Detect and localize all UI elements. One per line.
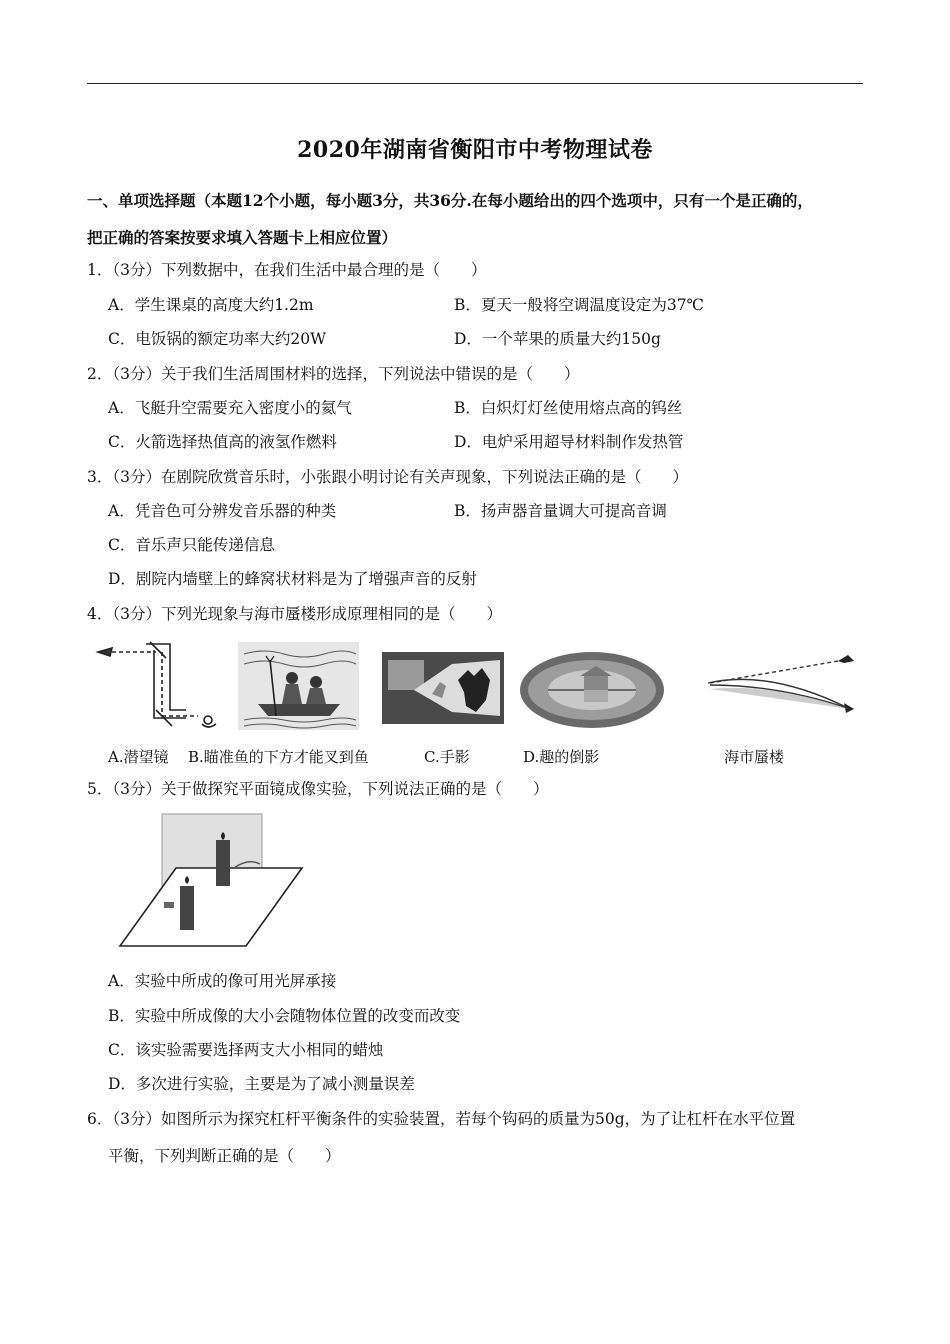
- figure-caption-b: B.瞄准鱼的下方才能叉到鱼: [188, 748, 369, 766]
- question-5-option-a: A．实验中所成的像可用光屏承接: [108, 972, 337, 990]
- question-3-option-d: D．剧院内墙壁上的蜂窝状材料是为了增强声音的反射: [108, 570, 477, 588]
- question-3-stem: 3．（3分）在剧院欣赏音乐时，小张跟小明讨论有关声现象，下列说法正确的是（ ）: [87, 468, 688, 486]
- reflection-figure: [518, 650, 666, 730]
- figure-caption-mirage: 海市蜃楼: [724, 748, 785, 766]
- question-5-option-d: D．多次进行实验，主要是为了减小测量误差: [108, 1075, 415, 1093]
- question-1-stem: 1．（3分）下列数据中，在我们生活中最合理的是（ ）: [87, 261, 487, 279]
- question-2-option-d: D．电炉采用超导材料制作发热管: [454, 433, 684, 451]
- spear-fish-figure: [236, 640, 361, 732]
- hand-shadow-figure: [380, 650, 506, 726]
- question-3-option-c: C．音乐声只能传递信息: [108, 536, 275, 554]
- question-2-option-a: A．飞艇升空需要充入密度小的氦气: [108, 399, 352, 417]
- figure-caption-d: D.趣的倒影: [523, 748, 600, 766]
- question-1-option-b: B．夏天一般将空调温度设定为37℃: [454, 296, 704, 314]
- question-2-option-b: B．白炽灯灯丝使用熔点高的钨丝: [454, 399, 683, 417]
- question-1-option-a: A．学生课桌的高度大约1.2m: [108, 296, 314, 314]
- question-3-option-b: B．扬声器音量调大可提高音调: [454, 502, 667, 520]
- question-3-option-a: A．凭音色可分辨发音乐器的种类: [108, 502, 337, 520]
- question-5-option-c: C．该实验需要选择两支大小相同的蜡烛: [108, 1041, 384, 1059]
- question-1-option-c: C．电饭锅的额定功率大约20W: [108, 330, 327, 348]
- figure-caption-a: A.潜望镜: [108, 748, 169, 766]
- mirage-figure: [700, 643, 862, 713]
- plane-mirror-figure: [114, 812, 306, 950]
- question-2-stem: 2．（3分）关于我们生活周围材料的选择，下列说法中错误的是（ ）: [87, 365, 580, 383]
- question-6-stem-line2: 平衡，下列判断正确的是（ ）: [108, 1147, 341, 1165]
- question-5-option-b: B．实验中所成像的大小会随物体位置的改变而改变: [108, 1007, 461, 1025]
- periscope-figure: [90, 640, 230, 732]
- page-title: 2020年湖南省衡阳市中考物理试卷: [297, 137, 653, 163]
- header-rule: [87, 83, 863, 84]
- figure-caption-c: C.手影: [424, 748, 470, 766]
- question-2-option-c: C．火箭选择热值高的液氢作燃料: [108, 433, 337, 451]
- question-5-stem: 5．（3分）关于做探究平面镜成像实验，下列说法正确的是（ ）: [87, 780, 549, 798]
- section-heading-line1: 一、单项选择题（本题12个小题，每小题3分，共36分.在每小题给出的四个选项中，只有一个是正确的，: [87, 191, 813, 210]
- question-6-stem-line1: 6．（3分）如图所示为探究杠杆平衡条件的实验装置，若每个钩码的质量为50g，为了让杠杆在水平位置: [87, 1110, 796, 1128]
- section-heading-line2: 把正确的答案按要求填入答题卡上相应位置）: [87, 228, 398, 247]
- question-1-option-d: D．一个苹果的质量大约150g: [454, 330, 661, 348]
- question-4-stem: 4．（3分）下列光现象与海市蜃楼形成原理相同的是（ ）: [87, 605, 502, 623]
